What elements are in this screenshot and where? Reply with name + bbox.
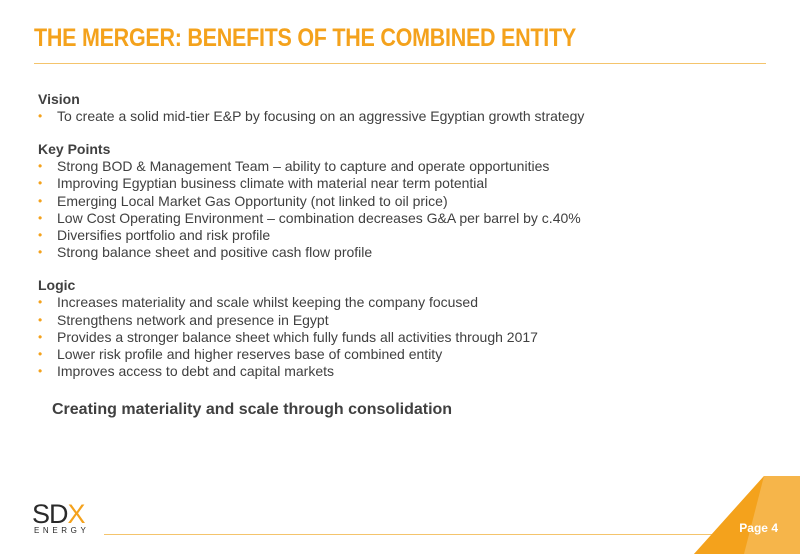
list-item: • Increases materiality and scale whilst keeping the company focused [38, 294, 478, 311]
list-item: • Improving Egyptian business climate with material near term potential [38, 175, 488, 192]
bullet-icon: • [38, 329, 43, 344]
corner-triangle-decoration [694, 476, 800, 554]
list-item: • Emerging Local Market Gas Opportunity (not linked to oil price) [38, 192, 448, 209]
list-item: • Low Cost Operating Environment – combination decreases G&A per barrel by c.40% [38, 209, 581, 226]
bullet-icon: • [38, 159, 43, 174]
section-heading: Vision [38, 91, 80, 107]
bullet-icon: • [38, 347, 43, 362]
section-heading: Key Points [38, 141, 111, 158]
bullet-icon: • [38, 210, 43, 225]
bullet-icon: • [38, 312, 43, 327]
list-item: • Diversifies portfolio and risk profile [38, 227, 271, 244]
list-item: • Strong BOD & Management Team – ability to capture and operate opportunities [38, 158, 550, 175]
bullet-icon: • [38, 245, 43, 260]
logo-subtitle: ENERGY [34, 526, 90, 535]
bullet-icon: • [38, 295, 43, 310]
section-heading: Logic [38, 277, 76, 294]
bullet-icon: • [38, 228, 43, 243]
page-number: Page 4 [739, 521, 778, 535]
list-item: • To create a solid mid-tier E&P by focusing on an aggressive Egyptian growth strategy [38, 108, 585, 124]
slide-title: THE MERGER: BENEFITS OF THE COMBINED ENTITY [34, 24, 576, 52]
bullet-icon: • [38, 109, 43, 123]
bullet-list [38, 108, 768, 125]
list-item: • Provides a stronger balance sheet which fully funds all activities through 2017 [38, 328, 538, 345]
bullet-icon: • [38, 176, 43, 191]
logo-wordmark: SDX [32, 499, 85, 529]
list-item: • Strong balance sheet and positive cash flow profile [38, 244, 373, 261]
list-item: • Strengthens network and presence in Egypt [38, 311, 329, 328]
section-key-points [38, 141, 768, 261]
bullet-icon: • [38, 193, 43, 208]
slide-body [38, 91, 768, 380]
tagline: Creating materiality and scale through consolidation [52, 401, 453, 418]
bullet-icon: • [38, 364, 43, 379]
section-logic [38, 277, 768, 380]
title-divider [34, 63, 766, 64]
sdx-logo [32, 500, 102, 540]
section-vision [38, 91, 768, 125]
footer-divider [104, 534, 740, 535]
list-item: • Lower risk profile and higher reserves base of combined entity [38, 346, 443, 363]
list-item: • Improves access to debt and capital markets [38, 363, 335, 380]
bullet-list [38, 294, 768, 380]
logo-accent: X [67, 499, 85, 529]
bullet-list [38, 158, 768, 261]
